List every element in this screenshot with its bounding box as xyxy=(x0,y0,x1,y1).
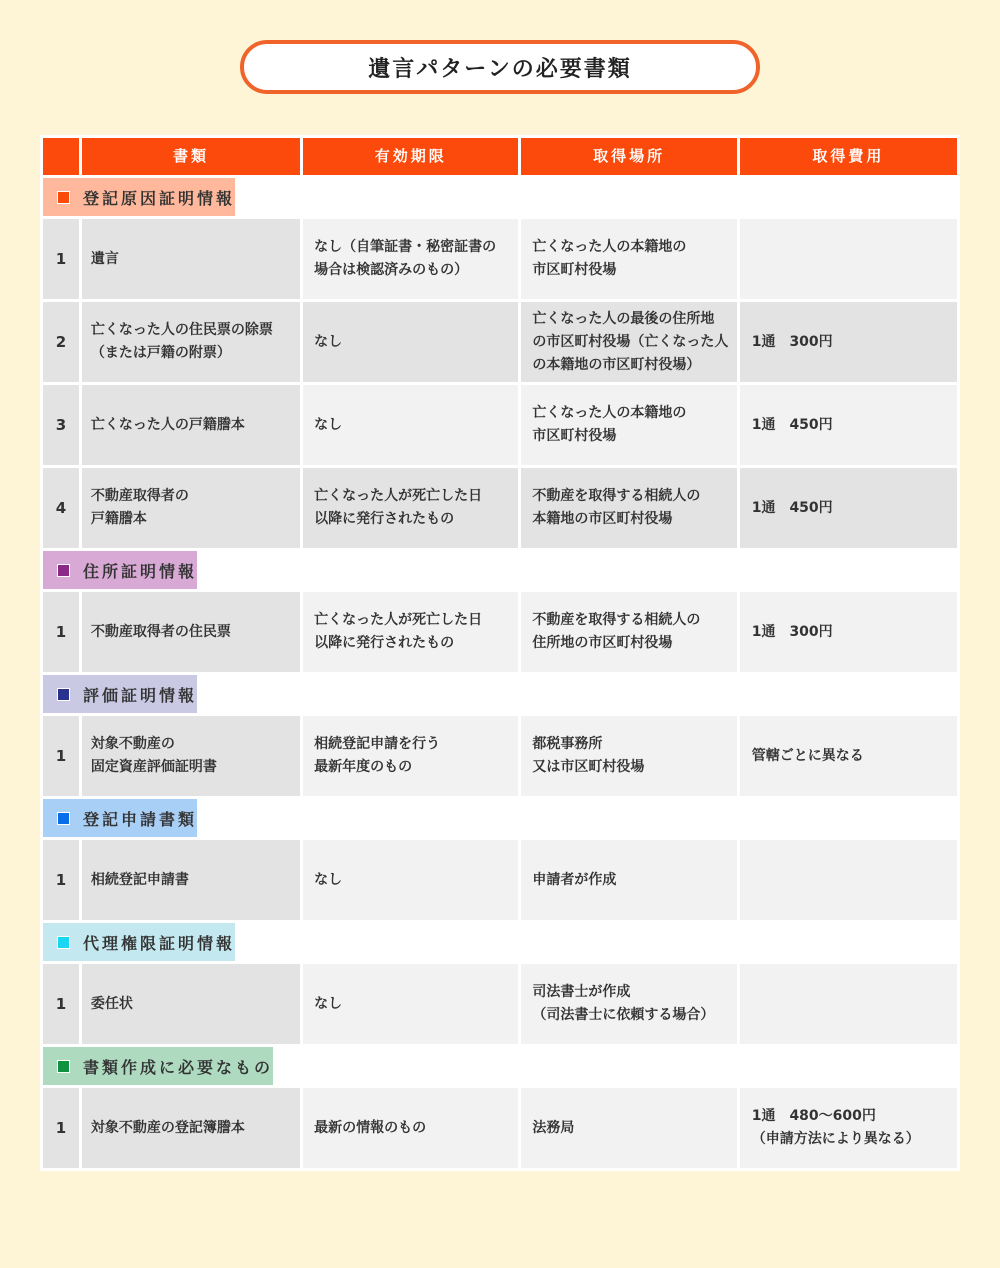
expiry-cell: なし xyxy=(303,302,518,382)
section-label: 書類作成に必要なもの xyxy=(83,1057,274,1077)
document-cell: 対象不動産の 固定資産評価証明書 xyxy=(82,716,300,796)
place-cell: 不動産を取得する相続人の 住所地の市区町村役場 xyxy=(521,592,736,672)
place-cell: 都税事務所 又は市区町村役場 xyxy=(521,716,736,796)
header-cost: 取得費用 xyxy=(740,138,957,175)
expiry-cell: なし xyxy=(303,840,518,920)
section-header xyxy=(43,799,197,837)
table-row xyxy=(40,302,960,382)
section-header xyxy=(43,1047,273,1085)
cost-cell xyxy=(740,219,957,299)
cost-cell xyxy=(740,964,957,1044)
section-label: 住所証明情報 xyxy=(83,561,198,581)
document-cell: 対象不動産の登記簿謄本 xyxy=(82,1088,300,1168)
cost-cell: 1通 300円 xyxy=(740,302,957,382)
header-document: 書類 xyxy=(82,138,300,175)
place-cell: 亡くなった人の本籍地の 市区町村役場 xyxy=(521,219,736,299)
table-row xyxy=(40,385,960,465)
section-row xyxy=(40,178,960,216)
section-square-icon xyxy=(57,812,70,825)
table-row xyxy=(40,1088,960,1168)
document-cell: 相続登記申請書 xyxy=(82,840,300,920)
section-label: 登記原因証明情報 xyxy=(83,188,236,208)
row-number: 3 xyxy=(43,385,79,465)
document-cell: 亡くなった人の戸籍謄本 xyxy=(82,385,300,465)
row-number: 1 xyxy=(43,592,79,672)
document-cell: 不動産取得者の 戸籍謄本 xyxy=(82,468,300,548)
cost-cell: 1通 300円 xyxy=(740,592,957,672)
row-number: 1 xyxy=(43,840,79,920)
row-number: 1 xyxy=(43,219,79,299)
section-label: 代理権限証明情報 xyxy=(83,933,236,953)
table-header xyxy=(40,138,960,175)
section-header xyxy=(43,675,197,713)
expiry-cell: なし xyxy=(303,964,518,1044)
expiry-cell: なし（自筆証書・秘密証書の 場合は検認済みのもの） xyxy=(303,219,518,299)
row-number: 4 xyxy=(43,468,79,548)
section-header xyxy=(43,178,235,216)
expiry-cell: 亡くなった人が死亡した日 以降に発行されたもの xyxy=(303,592,518,672)
place-cell: 申請者が作成 xyxy=(521,840,736,920)
row-number: 1 xyxy=(43,716,79,796)
expiry-cell: 亡くなった人が死亡した日 以降に発行されたもの xyxy=(303,468,518,548)
place-cell: 法務局 xyxy=(521,1088,736,1168)
place-cell: 司法書士が作成 （司法書士に依頼する場合） xyxy=(521,964,736,1044)
table-row xyxy=(40,468,960,548)
table-row xyxy=(40,964,960,1044)
document-cell: 委任状 xyxy=(82,964,300,1044)
header-expiry: 有効期限 xyxy=(303,138,518,175)
section-square-icon xyxy=(57,564,70,577)
section-label: 登記申請書類 xyxy=(83,809,198,829)
cost-cell: 管轄ごとに異なる xyxy=(740,716,957,796)
cost-cell: 1通 450円 xyxy=(740,385,957,465)
title-banner xyxy=(240,40,760,94)
section-square-icon xyxy=(57,688,70,701)
cost-cell xyxy=(740,840,957,920)
row-number: 1 xyxy=(43,964,79,1044)
section-row xyxy=(40,551,960,589)
section-square-icon xyxy=(57,191,70,204)
section-square-icon xyxy=(57,936,70,949)
row-number: 1 xyxy=(43,1088,79,1168)
row-number: 2 xyxy=(43,302,79,382)
section-row xyxy=(40,675,960,713)
documents-table xyxy=(40,135,960,1171)
document-cell: 遺言 xyxy=(82,219,300,299)
document-cell: 不動産取得者の住民票 xyxy=(82,592,300,672)
table-row xyxy=(40,219,960,299)
header-number xyxy=(43,138,79,175)
document-cell: 亡くなった人の住民票の除票 （または戸籍の附票） xyxy=(82,302,300,382)
expiry-cell: なし xyxy=(303,385,518,465)
section-square-icon xyxy=(57,1060,70,1073)
page-title: 遺言パターンの必要書類 xyxy=(240,40,760,94)
section-label: 評価証明情報 xyxy=(83,685,198,705)
place-cell: 亡くなった人の最後の住所地 の市区町村役場（亡くなった人 の本籍地の市区町村役場） xyxy=(521,302,736,382)
section-row xyxy=(40,923,960,961)
table-row xyxy=(40,592,960,672)
section-header xyxy=(43,551,197,589)
cost-cell: 1通 480～600円 （申請方法により異なる） xyxy=(740,1088,957,1168)
expiry-cell: 最新の情報のもの xyxy=(303,1088,518,1168)
expiry-cell: 相続登記申請を行う 最新年度のもの xyxy=(303,716,518,796)
table-row xyxy=(40,840,960,920)
section-row xyxy=(40,1047,960,1085)
cost-cell: 1通 450円 xyxy=(740,468,957,548)
section-header xyxy=(43,923,235,961)
section-row xyxy=(40,799,960,837)
place-cell: 不動産を取得する相続人の 本籍地の市区町村役場 xyxy=(521,468,736,548)
place-cell: 亡くなった人の本籍地の 市区町村役場 xyxy=(521,385,736,465)
header-place: 取得場所 xyxy=(521,138,736,175)
table-row xyxy=(40,716,960,796)
